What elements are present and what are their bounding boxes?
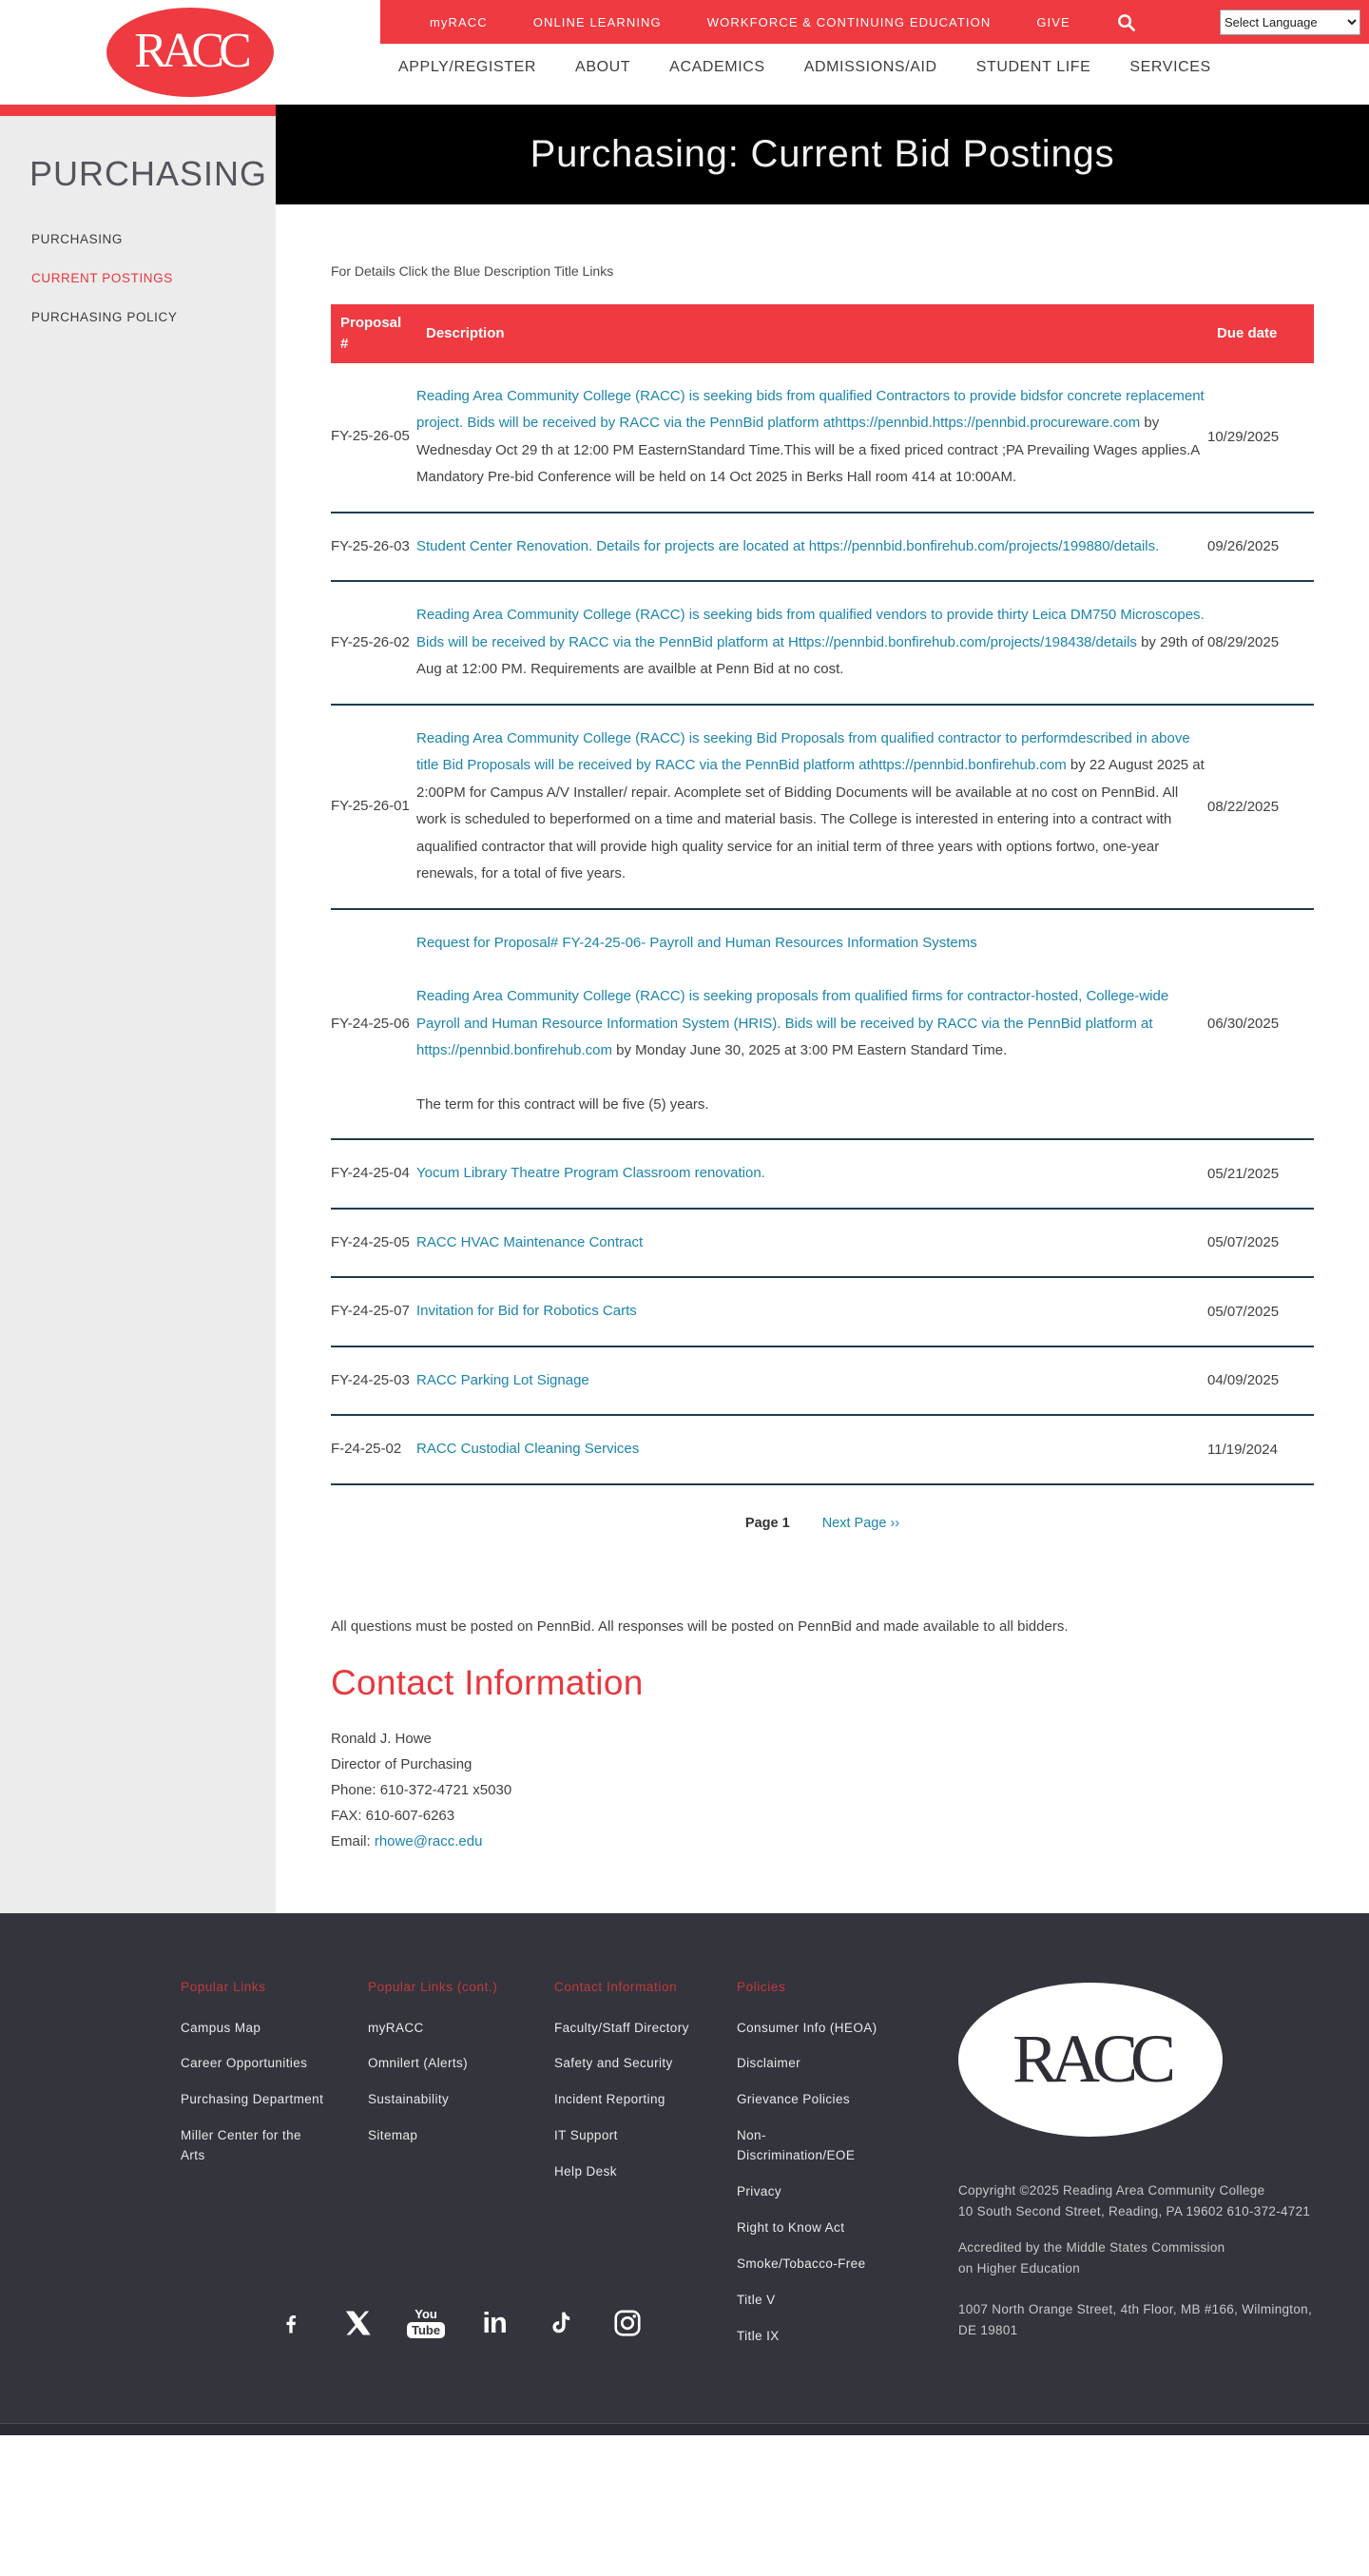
description-text: by 29th of Aug at 12:00 PM. Requirements are availble at Penn Bid at no cost. [416,633,1204,677]
table-row [331,1346,1314,1416]
page-content [276,204,1369,1913]
description-text: by Wednesday Oct 29 th at 12:00 PM EasternStandard Time.This will be a fixed priced contract ;PA Prevailing Wages applies.A Mandatory Pre-bid Conference will be held on 14 Oct 2025 in Berks Hall room 414 at 10:00AM. [416,415,1200,485]
description-link[interactable]: Invitation for Bid for Robotics Carts [416,1303,637,1319]
description-link[interactable]: Yocum Library Theatre Program Classroom renovation. [416,1165,765,1181]
footer-bottom-strip [0,2423,1369,2435]
footer-link[interactable]: myRACC [368,2020,424,2035]
nav-admissions-aid[interactable]: ADMISSIONS/AID [803,59,937,75]
footer-link[interactable]: Sustainability [368,2092,450,2107]
address-line2: DE 19801 [958,2322,1018,2337]
contact-fax: FAX: 610-607-6263 [331,1807,455,1824]
racc-logo[interactable] [106,8,274,97]
bid-postings-table [331,304,1314,1485]
due-date: 08/29/2025 [1207,581,1314,705]
description-link[interactable]: Student Center Renovation. Details for projects are located at https://pennbid.bonfirehub.com/projects/199880/details. [416,537,1160,554]
sidebar-item-purchasing[interactable]: PURCHASING [31,232,124,246]
sidebar-item-current-postings[interactable]: CURRENT POSTINGS [31,271,173,285]
sidebar-title: PURCHASING [29,154,268,193]
description-text: The term for this contract will be five (5) years. [416,1095,709,1113]
description-link[interactable]: Reading Area Community College (RACC) is seeking bids from qualified vendors to provide thirty Leica DM750 Microscopes. Bids will be received by RACC via the PennBid platform at Https://pennbid.bonfirehub.com/projects/198438/details [416,607,1205,650]
proposal-number: FY-24-25-06 [331,909,416,1140]
pagination [331,1516,1314,1531]
description-text: by Monday June 30, 2025 at 3:00 PM Eastern Standard Time. [611,1042,1008,1058]
footer-link[interactable]: Faculty/Staff Directory [554,2020,689,2035]
address-line1: 1007 North Orange Street, 4th Floor, MB #166, Wilmington, [958,2301,1313,2316]
utility-link-online-learning[interactable]: ONLINE LEARNING [532,14,662,29]
youtube-glyph: You Tube [407,2308,445,2338]
footer-link[interactable]: Consumer Info (HEOA) [737,2020,877,2035]
footer-link[interactable]: Title IX [737,2328,780,2343]
facebook-icon[interactable] [274,2301,308,2345]
utility-link-myracc[interactable]: myRACC [430,14,488,29]
language-select[interactable] [1220,10,1360,35]
column-header-due-date: Due date [1207,304,1314,363]
proposal-number: FY-25-26-03 [331,513,416,582]
next-page-link[interactable]: Next Page ›› [821,1515,900,1531]
footer-link[interactable]: IT Support [554,2128,618,2143]
footer-column-heading: Popular Links [181,1979,266,1994]
contact-email-label: Email: [331,1832,375,1850]
footer-column [181,1980,325,2183]
x-twitter-icon[interactable] [340,2301,375,2345]
description-cell [416,513,1207,582]
copyright-line1: Copyright ©2025 Reading Area Community College [958,2182,1265,2198]
footer-link[interactable]: Help Desk [554,2164,617,2179]
table-row [331,363,1314,513]
description-link[interactable]: Reading Area Community College (RACC) is seeking proposals from qualified firms for contractor-hosted, College-wide Payroll and Human Resource Information System (HRIS). Bids will be received by RACC via the PennBid platform at https://pennbid.bonfirehub.com [416,988,1169,1058]
contact-email-line [331,1829,1314,1854]
utility-link-give[interactable]: GIVE [1036,14,1070,29]
site-header [0,0,1369,105]
column-header-proposal: Proposal # [331,304,416,363]
description-cell [416,705,1207,909]
table-row [331,1139,1314,1209]
instagram-icon[interactable] [610,2301,645,2345]
description-link[interactable]: Reading Area Community College (RACC) is seeking Bid Proposals from qualified contractor to performdescribed in above title Bid Proposals will be received by RACC via the PennBid platform athttps://pennbid.bonfirehub.com [416,729,1190,773]
footer-link[interactable]: Privacy [737,2184,782,2199]
due-date: 04/09/2025 [1207,1346,1314,1416]
table-row [331,513,1314,582]
footer-link[interactable]: Sitemap [368,2128,418,2143]
footer-column-heading: Popular Links (cont.) [368,1979,498,1994]
youtube-icon[interactable] [407,2301,445,2345]
description-cell [416,909,1207,1140]
contact-info [331,1726,1314,1854]
description-cell [416,1346,1207,1416]
main-nav [398,59,1211,76]
table-row [331,1277,1314,1346]
due-date: 05/21/2025 [1207,1139,1314,1209]
footer-link[interactable]: Campus Map [181,2020,261,2035]
social-links [274,2301,645,2345]
description-link[interactable]: RACC Custodial Cleaning Services [416,1441,640,1457]
contact-name: Ronald J. Howe [331,1730,432,1747]
description-link[interactable]: Request for Proposal# FY-24-25-06- Payroll and Human Resources Information Systems [416,934,977,951]
footer-address [958,2299,1358,2342]
table-row [331,705,1314,909]
footer-link[interactable]: Grievance Policies [737,2092,850,2107]
proposal-number: FY-25-26-01 [331,705,416,909]
page-title: Purchasing: Current Bid Postings [530,133,1115,175]
due-date: 05/07/2025 [1207,1277,1314,1346]
description-cell [416,1277,1207,1346]
due-date: 08/22/2025 [1207,705,1314,909]
footer-brand [958,1983,1358,2337]
table-row [331,1415,1314,1484]
site-footer [0,1913,1369,2435]
footer-link[interactable]: Disclaimer [737,2056,801,2071]
footer-column-heading: Policies [737,1979,786,1994]
footer-column [737,1980,881,2363]
proposal-number: FY-24-25-03 [331,1346,416,1416]
due-date: 09/26/2025 [1207,513,1314,582]
linkedin-icon[interactable]: in [482,2305,507,2339]
footer-link[interactable]: Non-Discrimination/EOE [737,2128,856,2163]
due-date: 10/29/2025 [1207,363,1314,513]
sidebar-item-purchasing-policy[interactable]: PURCHASING POLICY [31,310,178,324]
accreditation-line1: Accredited by the Middle States Commission [958,2239,1225,2255]
footer-link[interactable]: Purchasing Department [181,2092,324,2107]
description-link[interactable]: RACC Parking Lot Signage [416,1371,589,1388]
description-link[interactable]: RACC HVAC Maintenance Contract [416,1233,644,1250]
intro-note: For Details Click the Blue Description Title Links [331,263,614,279]
description-cell [416,1139,1207,1209]
footer-link[interactable]: Smoke/Tobacco-Free [737,2256,866,2271]
pennbid-note: All questions must be posted on PennBid. All responses will be posted on PennBid and made available to all bidders. [331,1617,1069,1635]
contact-email-link[interactable]: rhowe@racc.edu [374,1832,483,1850]
table-row [331,581,1314,705]
contact-phone: Phone: 610-372-4721 x5030 [331,1781,512,1798]
bids-table-body [331,363,1314,1484]
language-select-wrap [1220,10,1360,35]
utility-link-workforce[interactable]: WORKFORCE & CONTINUING EDUCATION [706,14,992,29]
nav-about[interactable]: ABOUT [575,59,631,75]
description-cell [416,581,1207,705]
current-page-label: Page 1 [744,1515,790,1531]
footer-column-heading: Contact Information [554,1979,678,1994]
footer-column [368,1980,512,2163]
sidebar [0,105,276,1913]
footer-accreditation [958,2237,1358,2280]
proposal-number: F-24-25-02 [331,1415,416,1484]
accreditation-line2: on Higher Education [958,2260,1081,2276]
footer-link[interactable]: Omnilert (Alerts) [368,2056,469,2071]
footer-link[interactable]: Career Opportunities [181,2056,308,2071]
table-header-row [331,304,1314,363]
sidebar-nav [31,232,276,324]
utility-nav-bar [380,0,1369,44]
description-link[interactable]: Reading Area Community College (RACC) is seeking bids from qualified Contractors to provide bidsfor concrete replacement project. Bids will be received by RACC via the PennBid platform athttps://pennbid.https://pennbid.procureware.com [416,387,1205,431]
proposal-number: FY-24-25-05 [331,1209,416,1278]
footer-link[interactable]: Right to Know Act [737,2220,845,2236]
nav-services[interactable]: SERVICES [1129,59,1211,75]
tiktok-icon[interactable] [544,2301,578,2345]
search-icon[interactable] [1116,12,1136,32]
copyright-line2: 10 South Second Street, Reading, PA 19602 610-372-4721 [958,2203,1311,2218]
contact-title: Director of Purchasing [331,1755,472,1772]
nav-academics[interactable]: ACADEMICS [669,59,765,75]
proposal-number: FY-24-25-04 [331,1139,416,1209]
footer-link[interactable]: Miller Center for the Arts [181,2128,301,2163]
footer-link[interactable]: Incident Reporting [554,2092,665,2107]
due-date: 11/19/2024 [1207,1415,1314,1484]
footer-link[interactable]: Safety and Security [554,2056,673,2071]
nav-student-life[interactable]: STUDENT LIFE [975,59,1091,75]
due-date: 05/07/2025 [1207,1209,1314,1278]
due-date: 06/30/2025 [1207,909,1314,1140]
table-row [331,909,1314,1140]
description-cell [416,1415,1207,1484]
page-banner [276,105,1369,204]
footer-copyright [958,2180,1358,2223]
footer-link[interactable]: Title V [737,2292,776,2307]
proposal-number: FY-25-26-05 [331,363,416,513]
description-cell [416,363,1207,513]
footer-racc-logo [958,1983,1223,2137]
main-column [276,105,1369,1913]
description-text: by 22 August 2025 at 2:00PM for Campus A/V Installer/ repair. Acomplete set of Bidding Documents will be available at no cost on PennBid. All work is scheduled to beperformed on a time and material basis. The College is interested in entering into a contract with aqualified contractor that will provide high quality service for an initial term of three years with options fortwo, one-year renewals, for a total of five years. [416,757,1205,881]
footer-racc-logo-text: RACC [1012,2021,1169,2097]
proposal-number: FY-25-26-02 [331,581,416,705]
page-body [0,105,1369,1913]
proposal-number: FY-24-25-07 [331,1277,416,1346]
footer-column [554,1980,699,2199]
nav-apply-register[interactable]: APPLY/REGISTER [398,59,537,75]
contact-heading: Contact Information [331,1662,644,1702]
racc-logo-text: RACC [134,23,246,78]
column-header-description: Description [416,304,1207,363]
table-row [331,1209,1314,1278]
description-cell [416,1209,1207,1278]
